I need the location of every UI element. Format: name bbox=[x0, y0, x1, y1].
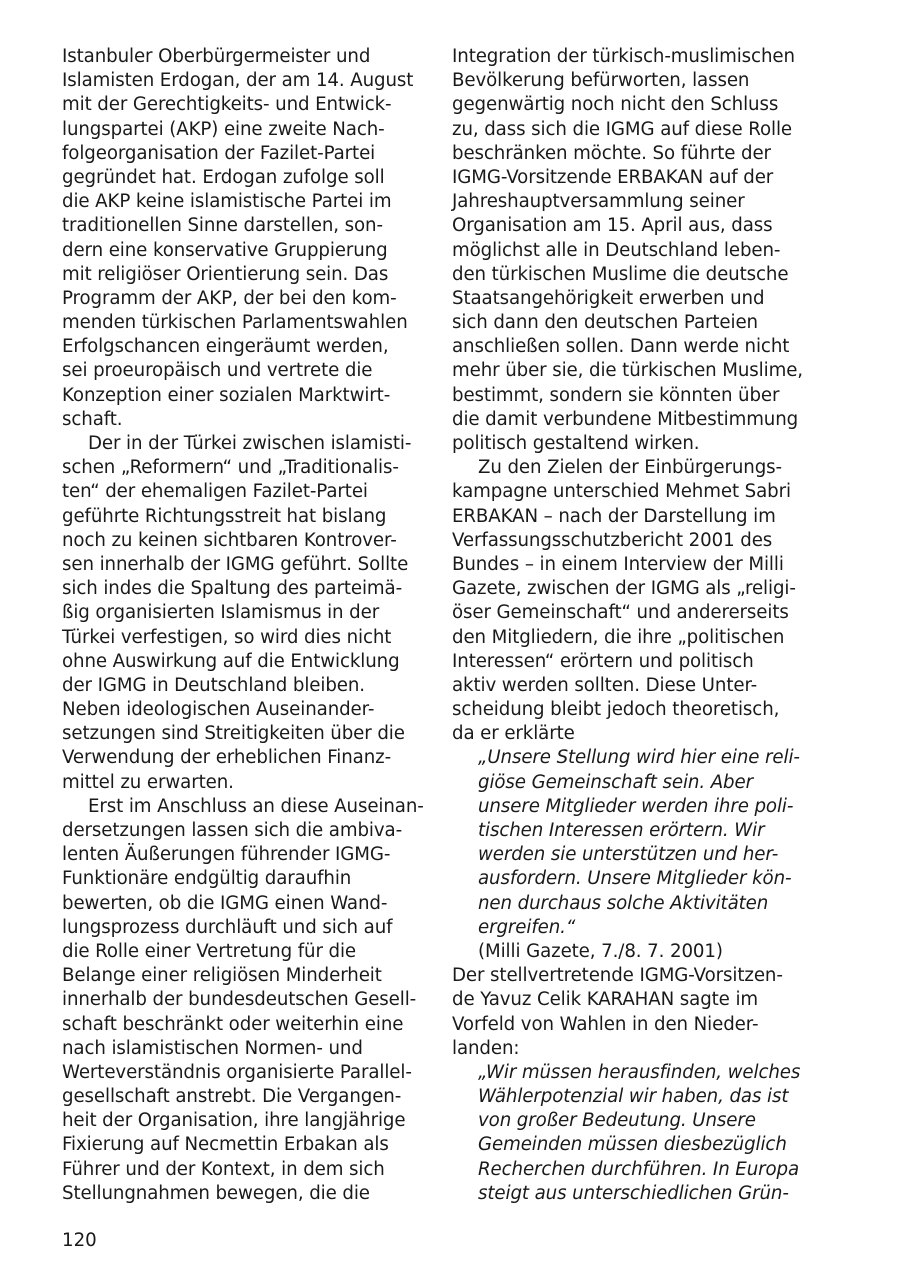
text-line: traditionellen Sinne darstellen, son- bbox=[62, 215, 383, 237]
text-line: die damit verbundene Mitbestimmung bbox=[452, 408, 799, 430]
text-line: Gemeinden müssen diesbezüglich bbox=[478, 1134, 787, 1156]
text-line: Verwendung der erheblichen Finanz- bbox=[62, 747, 392, 769]
text-line: steigt aus unterschiedlichen Grün- bbox=[478, 1182, 789, 1204]
text-line: ERBAKAN – nach der Darstellung im bbox=[452, 505, 776, 527]
paragraph bbox=[62, 45, 424, 432]
text-line: Gazete, zwischen der IGMG als „religi- bbox=[452, 578, 796, 600]
text-line: sei proeuropäisch und vertrete die bbox=[62, 360, 373, 382]
text-line: bewerten, ob die IGMG einen Wand- bbox=[62, 892, 388, 914]
paragraph bbox=[62, 432, 424, 795]
text-line: ohne Auswirkung auf die Entwicklung bbox=[62, 650, 400, 672]
text-line: heit der Organisation, ihre langjährige bbox=[62, 1110, 406, 1132]
text-line: Jahreshauptversammlung seiner bbox=[452, 191, 745, 213]
text-line: Bevölkerung befürworten, lassen bbox=[452, 70, 750, 92]
text-line: mit religiöser Orientierung sein. Das bbox=[62, 263, 389, 285]
text-line: „Unsere Stellung wird hier eine reli- bbox=[478, 747, 800, 769]
text-line: geführte Richtungsstreit hat bislang bbox=[62, 505, 387, 527]
text-line: Funktionäre endgültig daraufhin bbox=[62, 868, 352, 890]
text-line: de Yavuz Celik KARAHAN sagte im bbox=[452, 989, 759, 1011]
paragraph bbox=[452, 45, 814, 456]
text-line: nach islamistischen Normen- und bbox=[62, 1037, 363, 1059]
right-column bbox=[452, 45, 814, 1206]
text-line: öser Gemeinschaft“ und andererseits bbox=[452, 602, 789, 624]
text-line: Recherchen durchführen. In Europa bbox=[478, 1158, 800, 1180]
text-line: Verfassungsschutzbericht 2001 des bbox=[452, 529, 773, 551]
text-line: Fixierung auf Necmettin Erbakan als bbox=[62, 1134, 389, 1156]
text-line: Erfolgschancen eingeräumt werden, bbox=[62, 336, 389, 358]
text-line: der IGMG in Deutschland bleiben. bbox=[62, 674, 365, 696]
text-line: Werteverständnis organisierte Parallel- bbox=[62, 1061, 412, 1083]
text-line: werden sie unterstützen und her- bbox=[478, 844, 779, 866]
text-line: lungspartei (AKP) eine zweite Nach- bbox=[62, 118, 385, 140]
text-line: gesellschaft anstrebt. Die Vergangen- bbox=[62, 1086, 402, 1108]
text-line: da er erklärte bbox=[452, 723, 575, 745]
text-line: anschließen sollen. Dann werde nicht bbox=[452, 336, 790, 358]
text-line: die Rolle einer Vertretung für die bbox=[62, 940, 356, 962]
paragraph bbox=[452, 964, 814, 1061]
text-line: lungsprozess durchläuft und sich auf bbox=[62, 916, 393, 938]
text-line: folgeorganisation der Fazilet-Partei bbox=[62, 142, 376, 164]
text-line: zu, dass sich die IGMG auf diese Rolle bbox=[452, 118, 793, 140]
text-line: Interessen“ erörtern und politisch bbox=[452, 650, 754, 672]
text-line: Integration der türkisch-muslimischen bbox=[452, 46, 795, 67]
text-line: scheidung bleibt jedoch theoretisch, bbox=[452, 699, 780, 721]
text-line: gegenwärtig noch nicht den Schluss bbox=[452, 94, 779, 116]
text-line: die AKP keine islamistische Partei im bbox=[62, 191, 392, 213]
text-line: sich indes die Spaltung des parteimä- bbox=[62, 578, 403, 600]
text-line: Zu den Zielen der Einbürgerungs- bbox=[478, 457, 783, 479]
text-line: politisch gestaltend wirken. bbox=[452, 433, 700, 454]
text-line: schen „Reformern“ und „Traditionalis- bbox=[62, 457, 399, 479]
text-line: ten“ der ehemaligen Fazilet-Partei bbox=[62, 481, 368, 503]
paragraph bbox=[62, 795, 424, 1206]
text-line: aktiv werden sollten. Diese Unter- bbox=[452, 674, 758, 696]
text-line: von großer Bedeutung. Unsere bbox=[478, 1110, 756, 1132]
text-line: giöse Gemeinschaft sein. Aber bbox=[478, 771, 753, 793]
text-line: Erst im Anschluss an diese Auseinan- bbox=[88, 795, 424, 817]
text-line: mit der Gerechtigkeits- und Entwick- bbox=[62, 94, 392, 116]
text-line: Konzeption einer sozialen Marktwirt- bbox=[62, 384, 391, 406]
text-line: ausfordern. Unsere Mitglieder kön- bbox=[478, 868, 792, 890]
text-line: Istanbuler Oberbürgermeister und bbox=[62, 46, 371, 67]
text-line: Türkei verfestigen, so wird dies nicht bbox=[62, 626, 392, 648]
text-line: IGMG-Vorsitzende ERBAKAN auf der bbox=[452, 166, 774, 188]
text-line: Der in der Türkei zwischen islamisti- bbox=[88, 433, 412, 454]
text-line: Wählerpotenzial wir haben, das ist bbox=[478, 1086, 789, 1108]
text-line: landen: bbox=[452, 1037, 520, 1059]
text-line: Programm der AKP, der bei den kom- bbox=[62, 287, 397, 309]
text-line: lenten Äußerungen führender IGMG- bbox=[62, 844, 391, 866]
paragraph bbox=[452, 456, 814, 746]
text-line: menden türkischen Parlamentswahlen bbox=[62, 312, 408, 334]
text-line: dern eine konservative Gruppierung bbox=[62, 239, 388, 261]
text-line: (Milli Gazete, 7./8. 7. 2001) bbox=[478, 940, 723, 962]
text-line: tischen Interessen erörtern. Wir bbox=[478, 820, 765, 841]
page-number: 120 bbox=[62, 1230, 97, 1251]
text-line: Belange einer religiösen Minderheit bbox=[62, 965, 382, 987]
text-line: möglichst alle in Deutschland leben- bbox=[452, 239, 781, 261]
text-line: ßig organisierten Islamismus in der bbox=[62, 602, 380, 624]
text-line: setzungen sind Streitigkeiten über die bbox=[62, 723, 405, 745]
text-line: Bundes – in einem Interview der Milli bbox=[452, 553, 784, 575]
text-line: beschränken möchte. So führte der bbox=[452, 142, 771, 164]
text-line: dersetzungen lassen sich die ambiva- bbox=[62, 820, 403, 841]
block-quote bbox=[452, 746, 814, 940]
text-line: Der stellvertretende IGMG-Vorsitzen- bbox=[452, 965, 783, 987]
text-line: sen innerhalb der IGMG geführt. Sollte bbox=[62, 553, 409, 575]
text-line: innerhalb der bundesdeutschen Gesell- bbox=[62, 989, 417, 1011]
text-line: unsere Mitglieder werden ihre poli- bbox=[478, 795, 794, 817]
text-line: den türkischen Muslime die deutsche bbox=[452, 263, 789, 285]
left-column bbox=[62, 45, 424, 1206]
text-line: Stellungnahmen bewegen, die die bbox=[62, 1182, 370, 1204]
text-line: Neben ideologischen Auseinander- bbox=[62, 699, 375, 721]
block-quote bbox=[452, 1061, 814, 1206]
text-line: sich dann den deutschen Parteien bbox=[452, 312, 758, 334]
text-line: mittel zu erwarten. bbox=[62, 771, 234, 793]
text-line: Organisation am 15. April aus, dass bbox=[452, 215, 773, 237]
text-line: Vorfeld von Wahlen in den Nieder- bbox=[452, 1013, 759, 1035]
text-line: den Mitgliedern, die ihre „politischen bbox=[452, 626, 785, 648]
text-line: schaft beschränkt oder weiterhin eine bbox=[62, 1013, 404, 1035]
text-line: noch zu keinen sichtbaren Kontrover- bbox=[62, 529, 397, 551]
text-line: ergreifen.“ bbox=[478, 916, 576, 938]
text-line: bestimmt, sondern sie könnten über bbox=[452, 384, 780, 406]
text-line: nen durchaus solche Aktivitäten bbox=[478, 892, 769, 914]
text-line: Islamisten Erdogan, der am 14. August bbox=[62, 70, 414, 92]
text-line: gegründet hat. Erdogan zufolge soll bbox=[62, 166, 385, 188]
text-line: schaft. bbox=[62, 408, 123, 430]
text-line: Staatsangehörigkeit erwerben und bbox=[452, 287, 765, 309]
quote-source bbox=[452, 940, 814, 964]
text-line: „Wir müssen herausfinden, welches bbox=[478, 1061, 801, 1083]
text-line: kampagne unterschied Mehmet Sabri bbox=[452, 481, 791, 503]
text-line: mehr über sie, die türkischen Muslime, bbox=[452, 360, 803, 382]
text-line: Führer und der Kontext, in dem sich bbox=[62, 1158, 385, 1180]
